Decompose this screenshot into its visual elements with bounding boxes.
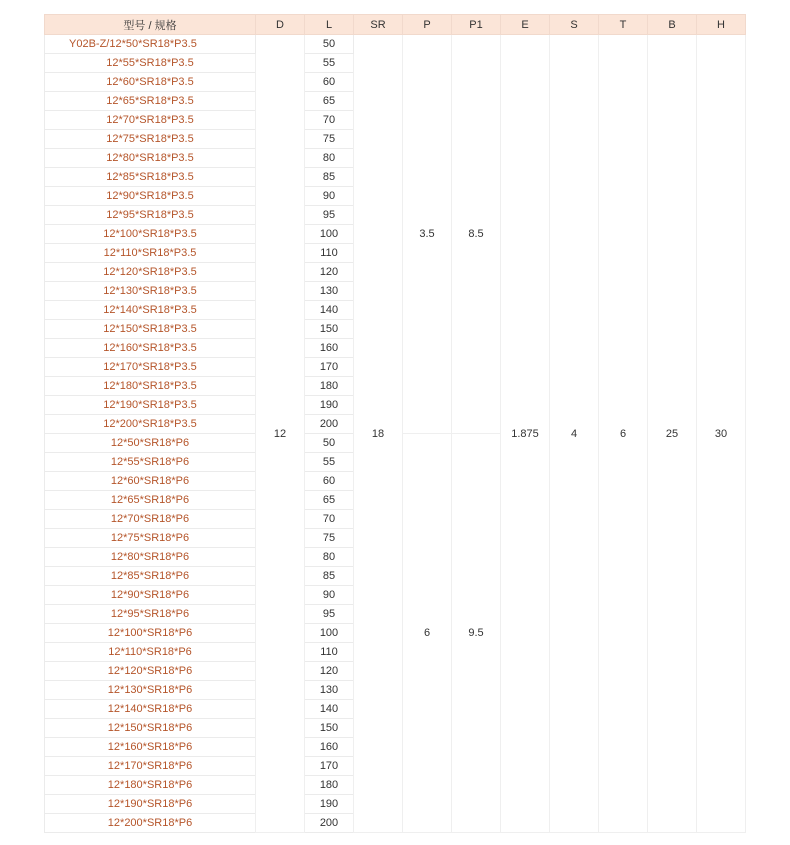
l-cell: 85 bbox=[305, 567, 354, 586]
table-row bbox=[45, 35, 746, 54]
model-cell: 12*160*SR18*P6 bbox=[45, 738, 256, 757]
s-cell: 4 bbox=[550, 35, 599, 833]
p1-cell: 8.5 bbox=[452, 35, 501, 434]
p-cell: 3.5 bbox=[403, 35, 452, 434]
model-cell: 12*160*SR18*P3.5 bbox=[45, 339, 256, 358]
l-cell: 90 bbox=[305, 586, 354, 605]
header-p1: P1 bbox=[452, 15, 501, 35]
l-cell: 65 bbox=[305, 92, 354, 111]
model-cell: 12*110*SR18*P3.5 bbox=[45, 244, 256, 263]
l-cell: 100 bbox=[305, 624, 354, 643]
l-cell: 65 bbox=[305, 491, 354, 510]
d-cell: 12 bbox=[256, 35, 305, 833]
header-l: L bbox=[305, 15, 354, 35]
header-sr: SR bbox=[354, 15, 403, 35]
l-cell: 190 bbox=[305, 795, 354, 814]
l-cell: 160 bbox=[305, 738, 354, 757]
l-cell: 170 bbox=[305, 358, 354, 377]
l-cell: 130 bbox=[305, 681, 354, 700]
l-cell: 110 bbox=[305, 244, 354, 263]
header-h: H bbox=[697, 15, 746, 35]
model-cell: 12*200*SR18*P6 bbox=[45, 814, 256, 833]
l-cell: 180 bbox=[305, 377, 354, 396]
l-cell: 160 bbox=[305, 339, 354, 358]
l-cell: 80 bbox=[305, 149, 354, 168]
model-cell: 12*95*SR18*P6 bbox=[45, 605, 256, 624]
model-cell: 12*55*SR18*P3.5 bbox=[45, 54, 256, 73]
model-cell: 12*75*SR18*P6 bbox=[45, 529, 256, 548]
model-cell: 12*80*SR18*P3.5 bbox=[45, 149, 256, 168]
l-cell: 85 bbox=[305, 168, 354, 187]
model-cell: 12*80*SR18*P6 bbox=[45, 548, 256, 567]
model-cell: 12*180*SR18*P3.5 bbox=[45, 377, 256, 396]
model-cell: 12*180*SR18*P6 bbox=[45, 776, 256, 795]
model-cell: 12*170*SR18*P3.5 bbox=[45, 358, 256, 377]
l-cell: 75 bbox=[305, 529, 354, 548]
model-cell: 12*110*SR18*P6 bbox=[45, 643, 256, 662]
l-cell: 75 bbox=[305, 130, 354, 149]
model-cell: 12*120*SR18*P6 bbox=[45, 662, 256, 681]
l-cell: 50 bbox=[305, 434, 354, 453]
model-cell: 12*60*SR18*P6 bbox=[45, 472, 256, 491]
l-cell: 70 bbox=[305, 111, 354, 130]
model-cell: 12*65*SR18*P3.5 bbox=[45, 92, 256, 111]
model-cell: 12*130*SR18*P6 bbox=[45, 681, 256, 700]
h-cell: 30 bbox=[697, 35, 746, 833]
header-d: D bbox=[256, 15, 305, 35]
l-cell: 150 bbox=[305, 320, 354, 339]
p-cell: 6 bbox=[403, 434, 452, 833]
header-p: P bbox=[403, 15, 452, 35]
l-cell: 70 bbox=[305, 510, 354, 529]
model-cell: 12*150*SR18*P3.5 bbox=[45, 320, 256, 339]
spec-table bbox=[44, 14, 746, 833]
l-cell: 140 bbox=[305, 301, 354, 320]
p1-cell: 9.5 bbox=[452, 434, 501, 833]
l-cell: 150 bbox=[305, 719, 354, 738]
model-cell: 12*150*SR18*P6 bbox=[45, 719, 256, 738]
l-cell: 200 bbox=[305, 415, 354, 434]
t-cell: 6 bbox=[599, 35, 648, 833]
header-t: T bbox=[599, 15, 648, 35]
model-cell: 12*190*SR18*P6 bbox=[45, 795, 256, 814]
l-cell: 60 bbox=[305, 472, 354, 491]
l-cell: 60 bbox=[305, 73, 354, 92]
l-cell: 180 bbox=[305, 776, 354, 795]
model-cell: 12*190*SR18*P3.5 bbox=[45, 396, 256, 415]
l-cell: 100 bbox=[305, 225, 354, 244]
model-cell: 12*90*SR18*P3.5 bbox=[45, 187, 256, 206]
model-cell: 12*90*SR18*P6 bbox=[45, 586, 256, 605]
model-cell: 12*70*SR18*P3.5 bbox=[45, 111, 256, 130]
l-cell: 170 bbox=[305, 757, 354, 776]
l-cell: 50 bbox=[305, 35, 354, 54]
l-cell: 190 bbox=[305, 396, 354, 415]
model-cell: 12*70*SR18*P6 bbox=[45, 510, 256, 529]
header-s: S bbox=[550, 15, 599, 35]
header-model: 型号 / 规格 bbox=[45, 15, 256, 35]
l-cell: 55 bbox=[305, 54, 354, 73]
model-cell: 12*140*SR18*P6 bbox=[45, 700, 256, 719]
l-cell: 80 bbox=[305, 548, 354, 567]
model-cell: 12*85*SR18*P6 bbox=[45, 567, 256, 586]
model-cell: 12*50*SR18*P6 bbox=[45, 434, 256, 453]
l-cell: 120 bbox=[305, 263, 354, 282]
header-row bbox=[45, 15, 746, 35]
e-cell: 1.875 bbox=[501, 35, 550, 833]
model-cell: 12*55*SR18*P6 bbox=[45, 453, 256, 472]
spec-body bbox=[45, 35, 746, 833]
model-cell: 12*95*SR18*P3.5 bbox=[45, 206, 256, 225]
l-cell: 110 bbox=[305, 643, 354, 662]
l-cell: 55 bbox=[305, 453, 354, 472]
model-cell: 12*75*SR18*P3.5 bbox=[45, 130, 256, 149]
l-cell: 200 bbox=[305, 814, 354, 833]
model-cell: 12*130*SR18*P3.5 bbox=[45, 282, 256, 301]
header-b: B bbox=[648, 15, 697, 35]
model-cell: 12*100*SR18*P6 bbox=[45, 624, 256, 643]
l-cell: 140 bbox=[305, 700, 354, 719]
model-cell: 12*85*SR18*P3.5 bbox=[45, 168, 256, 187]
model-cell: 12*120*SR18*P3.5 bbox=[45, 263, 256, 282]
model-cell: 12*200*SR18*P3.5 bbox=[45, 415, 256, 434]
model-cell: Y02B-Z/12*50*SR18*P3.5 bbox=[45, 35, 256, 54]
l-cell: 95 bbox=[305, 605, 354, 624]
model-cell: 12*100*SR18*P3.5 bbox=[45, 225, 256, 244]
b-cell: 25 bbox=[648, 35, 697, 833]
model-cell: 12*140*SR18*P3.5 bbox=[45, 301, 256, 320]
model-cell: 12*60*SR18*P3.5 bbox=[45, 73, 256, 92]
sr-cell: 18 bbox=[354, 35, 403, 833]
l-cell: 90 bbox=[305, 187, 354, 206]
l-cell: 120 bbox=[305, 662, 354, 681]
model-cell: 12*170*SR18*P6 bbox=[45, 757, 256, 776]
l-cell: 95 bbox=[305, 206, 354, 225]
model-cell: 12*65*SR18*P6 bbox=[45, 491, 256, 510]
header-e: E bbox=[501, 15, 550, 35]
l-cell: 130 bbox=[305, 282, 354, 301]
